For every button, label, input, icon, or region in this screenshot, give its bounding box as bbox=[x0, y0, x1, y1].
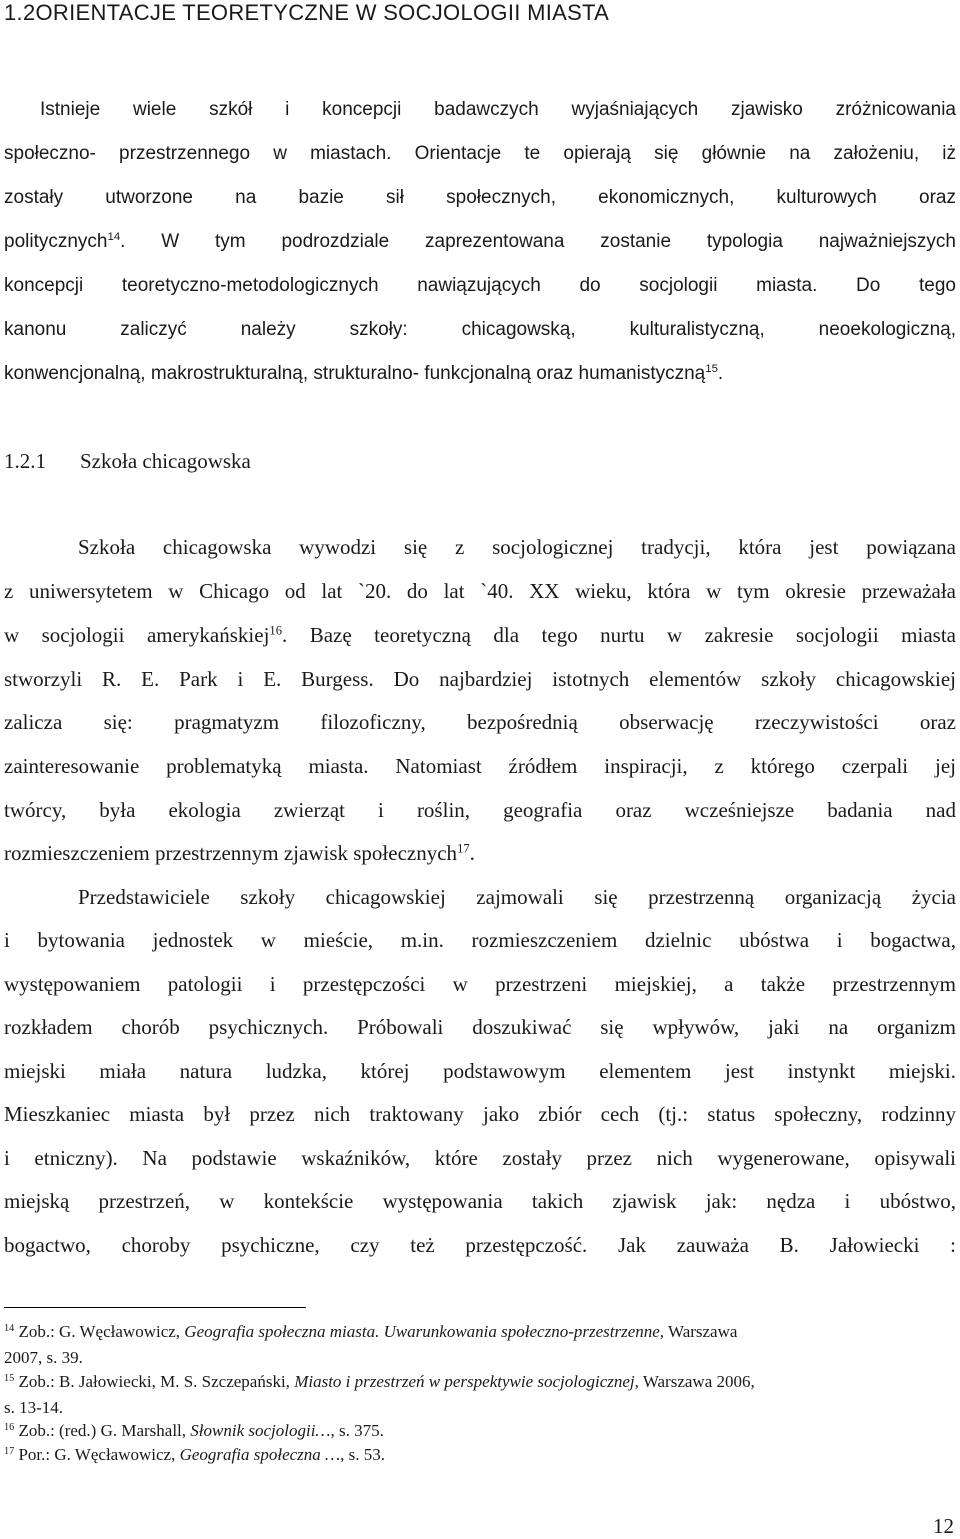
footnote-ref-14[interactable]: 14 bbox=[107, 231, 121, 244]
intro-text: konwencjonalną, makrostrukturalną, strukturalno- funkcjonalną oraz humanistyczną bbox=[4, 363, 706, 384]
body-line-2: z uniwersytetem w Chicago od lat `20. do lat `40. XX wieku, która w tym okresie przeważała bbox=[4, 579, 956, 603]
footnote-text: Warszawa bbox=[664, 1322, 738, 1341]
intro-line-7 bbox=[4, 363, 723, 385]
footnote-separator bbox=[4, 1307, 306, 1308]
footnote-15-cont: s. 13-14. bbox=[4, 1398, 64, 1417]
footnote-number: 14 bbox=[4, 1322, 15, 1334]
footnote-text: Zob.: B. Jałowiecki, M. S. Szczepański, bbox=[18, 1372, 295, 1391]
footnote-title: Słownik socjologii… bbox=[190, 1421, 331, 1440]
body-text: . bbox=[469, 841, 475, 865]
body2-line-9: bogactwo, choroby psychiczne, czy też przestępczość. Jak zauważa B. Jałowiecki : bbox=[4, 1233, 956, 1257]
body2-line-4: rozkładem chorób psychicznych. Próbowali doszukiwać się wpływów, jaki na organizm bbox=[4, 1015, 956, 1039]
intro-line-6: kanonu zaliczyć należy szkoły: chicagowską, kulturalistyczną, neoekologiczną, bbox=[4, 319, 956, 340]
body-text: . Bazę teoretyczną dla tego nurtu w zakresie socjologii miasta bbox=[282, 623, 956, 647]
body2-line-1: Przedstawiciele szkoły chicagowskiej zajmowali się przestrzenną organizacją życia bbox=[78, 885, 956, 909]
subsection-number: 1.2.1 bbox=[4, 449, 46, 473]
body-line-3 bbox=[4, 623, 956, 648]
footnote-number: 16 bbox=[4, 1421, 15, 1433]
body2-line-6: Mieszkaniec miasta był przez nich traktowany jako zbiór cech (tj.: status społeczny, rodzinny bbox=[4, 1102, 956, 1126]
footnote-text: , s. 53. bbox=[340, 1445, 386, 1464]
footnote-16 bbox=[4, 1421, 384, 1441]
footnote-number: 15 bbox=[4, 1372, 15, 1384]
footnote-text: Zob.: G. Węcławowicz, bbox=[18, 1322, 185, 1341]
body-text: w socjologii amerykańskiej bbox=[4, 623, 270, 647]
footnote-text: , s. 375. bbox=[330, 1421, 384, 1440]
body2-line-2: i bytowania jednostek w mieście, m.in. rozmieszczeniem dzielnic ubóstwa i bogactwa, bbox=[4, 928, 956, 952]
body-text: rozmieszczeniem przestrzennym zjawisk społecznych bbox=[4, 841, 458, 865]
footnote-text: Por.: G. Węcławowicz, bbox=[18, 1445, 180, 1464]
footnote-title: Miasto i przestrzeń w perspektywie socjologicznej bbox=[294, 1372, 635, 1391]
footnote-ref-15[interactable]: 15 bbox=[705, 363, 718, 376]
subsection-title: Szkoła chicagowska bbox=[80, 449, 251, 473]
footnote-title: Geografia społeczna miasta. Uwarunkowania społeczno-przestrzenne, bbox=[184, 1322, 665, 1341]
intro-line-1: Istnieje wiele szkół i koncepcji badawczych wyjaśniających zjawisko zróżnicowania bbox=[40, 99, 956, 120]
intro-text: politycznych bbox=[4, 231, 108, 252]
footnote-text: Zob.: (red.) G. Marshall, bbox=[18, 1421, 191, 1440]
body-line-4: stworzyli R. E. Park i E. Burgess. Do najbardziej istotnych elementów szkoły chicagowskiej bbox=[4, 667, 956, 691]
footnote-17 bbox=[4, 1445, 385, 1465]
footnote-text: , Warszawa 2006, bbox=[634, 1372, 755, 1391]
body-line-7: twórcy, była ekologia zwierząt i roślin, geografia oraz wcześniejsze badania nad bbox=[4, 798, 956, 822]
body-line-6: zainteresowanie problematyką miasta. Natomiast źródłem inspiracji, z którego czerpali jej bbox=[4, 754, 956, 778]
footnote-14 bbox=[4, 1322, 737, 1342]
intro-text: . W tym podrozdziale zaprezentowana zostanie typologia najważniejszych bbox=[120, 231, 956, 252]
body2-line-7: i etniczny). Na podstawie wskaźników, które zostały przez nich wygenerowane, opisywali bbox=[4, 1146, 956, 1170]
footnote-15 bbox=[4, 1372, 755, 1392]
footnote-title: Geografia społeczna … bbox=[179, 1445, 341, 1464]
body-line-8 bbox=[4, 841, 475, 866]
footnote-number: 17 bbox=[4, 1445, 15, 1457]
intro-line-5: koncepcji teoretyczno-metodologicznych nawiązujących do socjologii miasta. Do tego bbox=[4, 275, 956, 296]
intro-line-4 bbox=[4, 231, 956, 253]
body-line-1: Szkoła chicagowska wywodzi się z socjologicznej tradycji, która jest powiązana bbox=[78, 535, 956, 559]
intro-line-3: zostały utworzone na bazie sił społecznych, ekonomicznych, kulturowych oraz bbox=[4, 187, 956, 208]
body-line-5: zalicza się: pragmatyzm filozoficzny, bezpośrednią obserwację rzeczywistości oraz bbox=[4, 710, 956, 734]
body2-line-5: miejski miała natura ludzka, której podstawowym elementem jest instynkt miejski. bbox=[4, 1059, 956, 1083]
intro-text: . bbox=[717, 363, 724, 384]
section-heading: 1.2ORIENTACJE TEORETYCZNE W SOCJOLOGII MIASTA bbox=[4, 0, 610, 25]
page-number: 12 bbox=[933, 1514, 954, 1538]
footnote-ref-16[interactable]: 16 bbox=[269, 623, 282, 638]
intro-line-2: społeczno- przestrzennego w miastach. Orientacje te opierają się głównie na założeniu, iż bbox=[4, 143, 956, 164]
footnote-14-cont: 2007, s. 39. bbox=[4, 1348, 83, 1367]
body2-line-8: miejską przestrzeń, w kontekście występowania takich zjawisk jak: nędza i ubóstwo, bbox=[4, 1189, 956, 1213]
body2-line-3: występowaniem patologii i przestępczości w przestrzeni miejskiej, a także przestrzennym bbox=[4, 972, 956, 996]
footnote-ref-17[interactable]: 17 bbox=[457, 841, 470, 856]
